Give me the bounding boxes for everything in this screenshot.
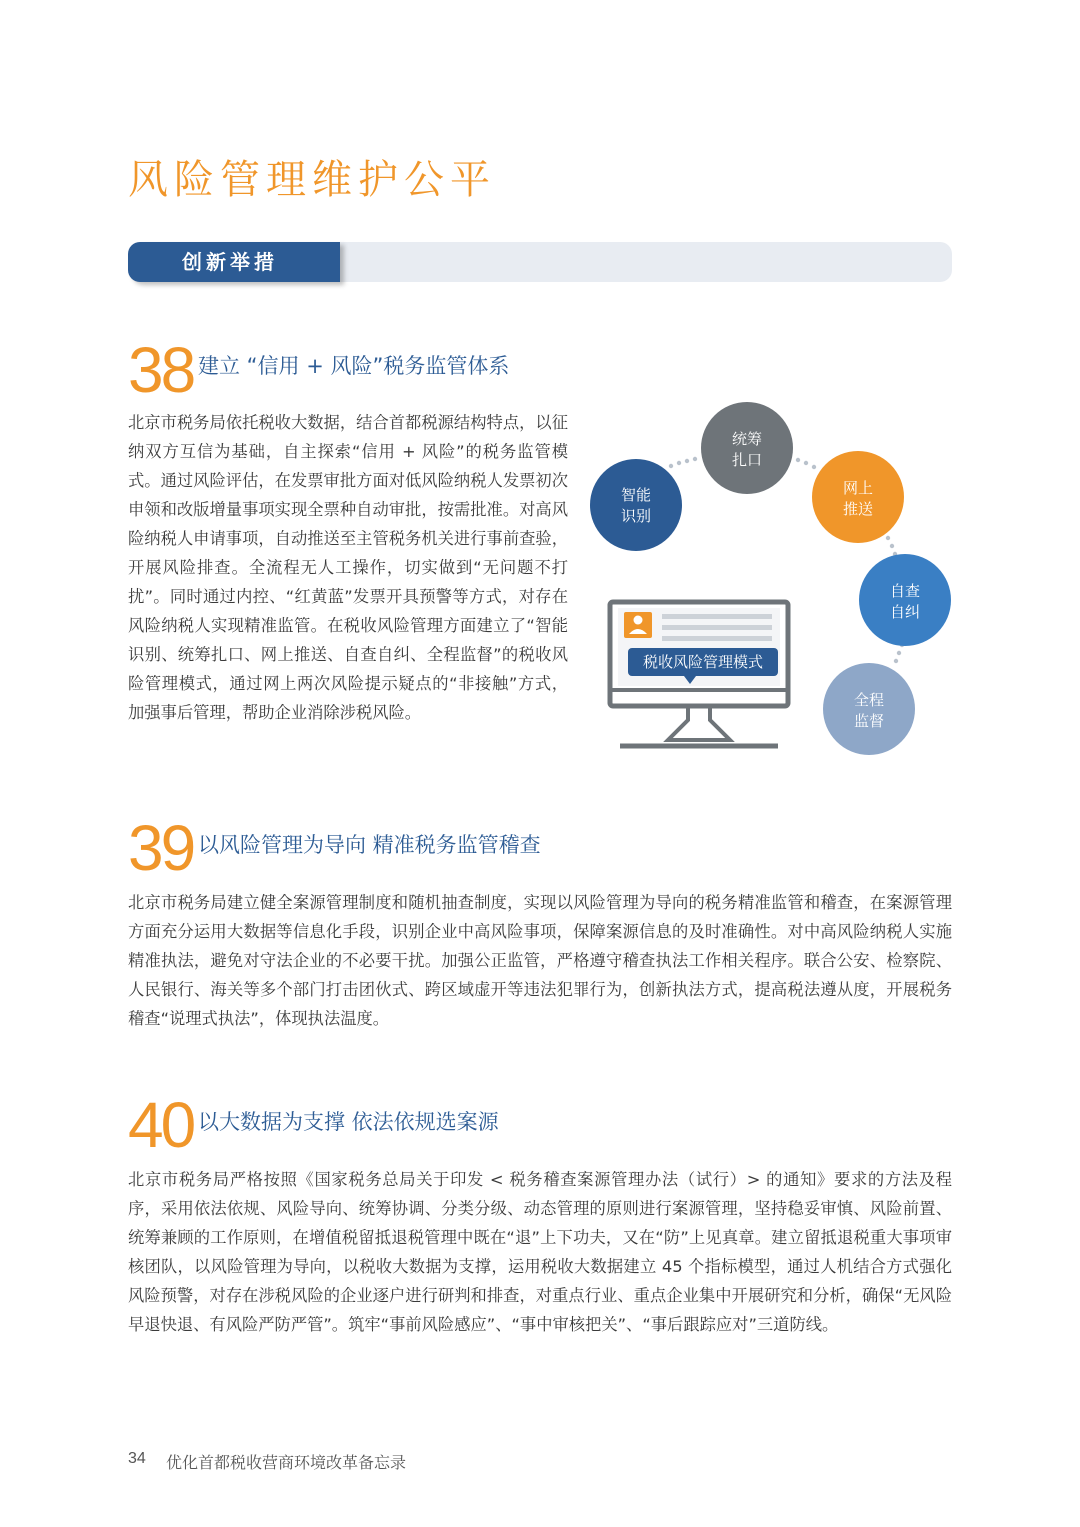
node-intelligent-identify <box>590 459 682 551</box>
node-full-supervision <box>823 663 915 755</box>
section-number-38: 38 <box>128 334 194 406</box>
svg-text:智能: 智能 <box>620 486 652 504</box>
section-title-39: 以风险管理为导向 精准税务监管稽查 <box>198 833 541 857</box>
footer-page-number: 34 <box>128 1450 146 1467</box>
section-number-40: 40 <box>128 1089 194 1161</box>
section-number-39: 39 <box>128 812 194 884</box>
svg-text:自纠: 自纠 <box>889 603 921 621</box>
section-title-38: 建立 “信用 + 风险”税务监管体系 <box>198 354 510 378</box>
svg-text:网上: 网上 <box>842 479 874 497</box>
svg-text:扎口: 扎口 <box>731 451 763 469</box>
diagram-screen-label: 税收风险管理模式 <box>642 653 764 671</box>
svg-text:自查: 自查 <box>889 582 921 600</box>
page-title: 风险管理维护公平 <box>128 157 496 203</box>
svg-text:全程: 全程 <box>853 691 885 709</box>
node-online-push <box>812 451 904 543</box>
section-body-38: 北京市税务局依托税收大数据，结合首都税源结构特点，以征纳双方互信为基础，自主探索“信用 + 风险”的税务监管模式。通过风险评估，在发票审批方面对低风险纳税人发票初次申领和改版增量事项实现全票种自动审批，按需批准。对高风险纳税人申请事项，自动推送至主管税务机关进行事前查验，开展风险排查。全流程无人工操作，切实做到“无问题不打扰”。同时通过内控、“红黄蓝”发票开具预警等方式，对存在风险纳税人实现精准监管。在税收风险管理方面建立了“智能识别、统筹扎口、网上推送、自查自纠、全程监督”的税收风险管理模式，通过网上两次风险提示疑点的“非接触”方式，加强事后管理，帮助企业消除涉税风险。 <box>128 413 568 722</box>
footer-title: 优化首都税收营商环境改革备忘录 <box>166 1453 407 1472</box>
svg-text:推送: 推送 <box>842 500 874 518</box>
svg-text:识别: 识别 <box>620 507 652 525</box>
monitor-icon <box>610 602 788 746</box>
section-title-40: 以大数据为支撑 依法依规选案源 <box>198 1110 499 1134</box>
node-centralized-control <box>701 402 793 494</box>
section-body-40: 北京市税务局严格按照《国家税务总局关于印发 < 税务稽查案源管理办法（试行）> 的通知》要求的方法及程序，采用依法依规、风险导向、统筹协调、分类分级、动态管理的原则进行案源管理，坚持稳妥审慎、风险前置、统筹兼顾的工作原则，在增值税留抵退税管理中既在“退”上下功夫，又在“防”上见真章。建立留抵退税重大事项审核团队，以风险管理为导向，以税收大数据为支撑，运用税收大数据建立 45 个指标模型，通过人机结合方式强化风险预警，对存在涉税风险的企业逐户进行研判和排查，对重点行业、重点企业集中开展研究和分析，确保“无风险早退快退、有风险严防严管”。筑牢“事前风险感应”、“事中审核把关”、“事后跟踪应对”三道防线。 <box>128 1170 952 1334</box>
svg-text:监督: 监督 <box>853 712 885 730</box>
risk-management-diagram <box>580 395 960 775</box>
section-body-39: 北京市税务局建立健全案源管理制度和随机抽查制度，实现以风险管理为导向的税务精准监管和稽查，在案源管理方面充分运用大数据等信息化手段，识别企业中高风险事项，保障案源信息的及时准确性。对中高风险纳税人实施精准执法，避免对守法企业的不必要干扰。加强公正监管，严格遵守稽查执法工作相关程序。联合公安、检察院、人民银行、海关等多个部门打击团伙式、跨区域虚开等违法犯罪行为，创新执法方式，提高税法遵从度，开展税务稽查“说理式执法”，体现执法温度。 <box>128 893 952 1028</box>
svg-text:统筹: 统筹 <box>731 430 763 448</box>
section-banner-tab: 创新举措 <box>128 242 340 282</box>
node-self-check <box>859 554 951 646</box>
